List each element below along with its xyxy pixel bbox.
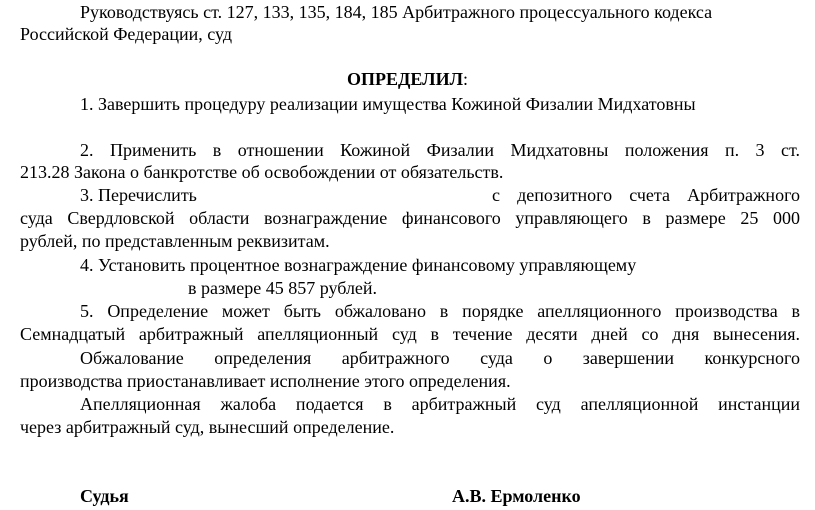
appeal-procedure-line-1: Апелляционная жалоба подается в арбитражный суд апелляционной инстанции xyxy=(80,394,800,414)
preamble-line-1: Руководствуясь ст. 127, 133, 135, 184, 185 Арбитражного процессуального кодекса xyxy=(80,2,713,22)
item-4-line-2: в размере 45 857 рублей. xyxy=(188,278,378,298)
item-3-line-2: суда Свердловской области вознаграждение финансового управляющего в размере 25 000 xyxy=(20,208,800,228)
item-1-line: 1. Завершить процедуру реализации имущества Кожиной Физалии Мидхатовны xyxy=(80,94,696,114)
item-2-line-1: 2. Применить в отношении Кожиной Физалии Мидхатовны положения п. 3 ст. xyxy=(80,140,800,160)
item-3-line-3: рублей, по представленным реквизитам. xyxy=(20,231,330,251)
item-4-line-1: 4. Установить процентное вознаграждение финансовому управляющему xyxy=(80,255,637,275)
decision-heading-colon: : xyxy=(462,69,468,89)
decision-heading-word: ОПРЕДЕЛИЛ xyxy=(347,69,463,89)
item-5-line-1: 5. Определение может быть обжаловано в порядке апелляционного производства в xyxy=(80,301,800,321)
signature-role: Судья xyxy=(80,486,129,506)
item-3-line-1-end: с депозитного счета Арбитражного xyxy=(492,185,800,205)
preamble-line-2: Российской Федерации, суд xyxy=(20,24,232,44)
item-2-line-2: 213.28 Закона о банкротстве об освобождении от обязательств. xyxy=(20,162,504,182)
appeal-note-line-1: Обжалование определения арбитражного суда о завершении конкурсного xyxy=(80,348,800,368)
item-5-line-2: Семнадцатый арбитражный апелляционный суд в течение десяти дней со дня вынесения. xyxy=(20,324,800,344)
decision-heading xyxy=(0,68,815,90)
appeal-note-line-2: производства приостанавливает исполнение этого определения. xyxy=(20,371,511,391)
signature-name: А.В. Ермоленко xyxy=(452,486,581,506)
appeal-procedure-line-2: через арбитражный суд, вынесший определение. xyxy=(20,417,395,437)
item-3-line-1-start: 3. Перечислить xyxy=(80,185,197,205)
